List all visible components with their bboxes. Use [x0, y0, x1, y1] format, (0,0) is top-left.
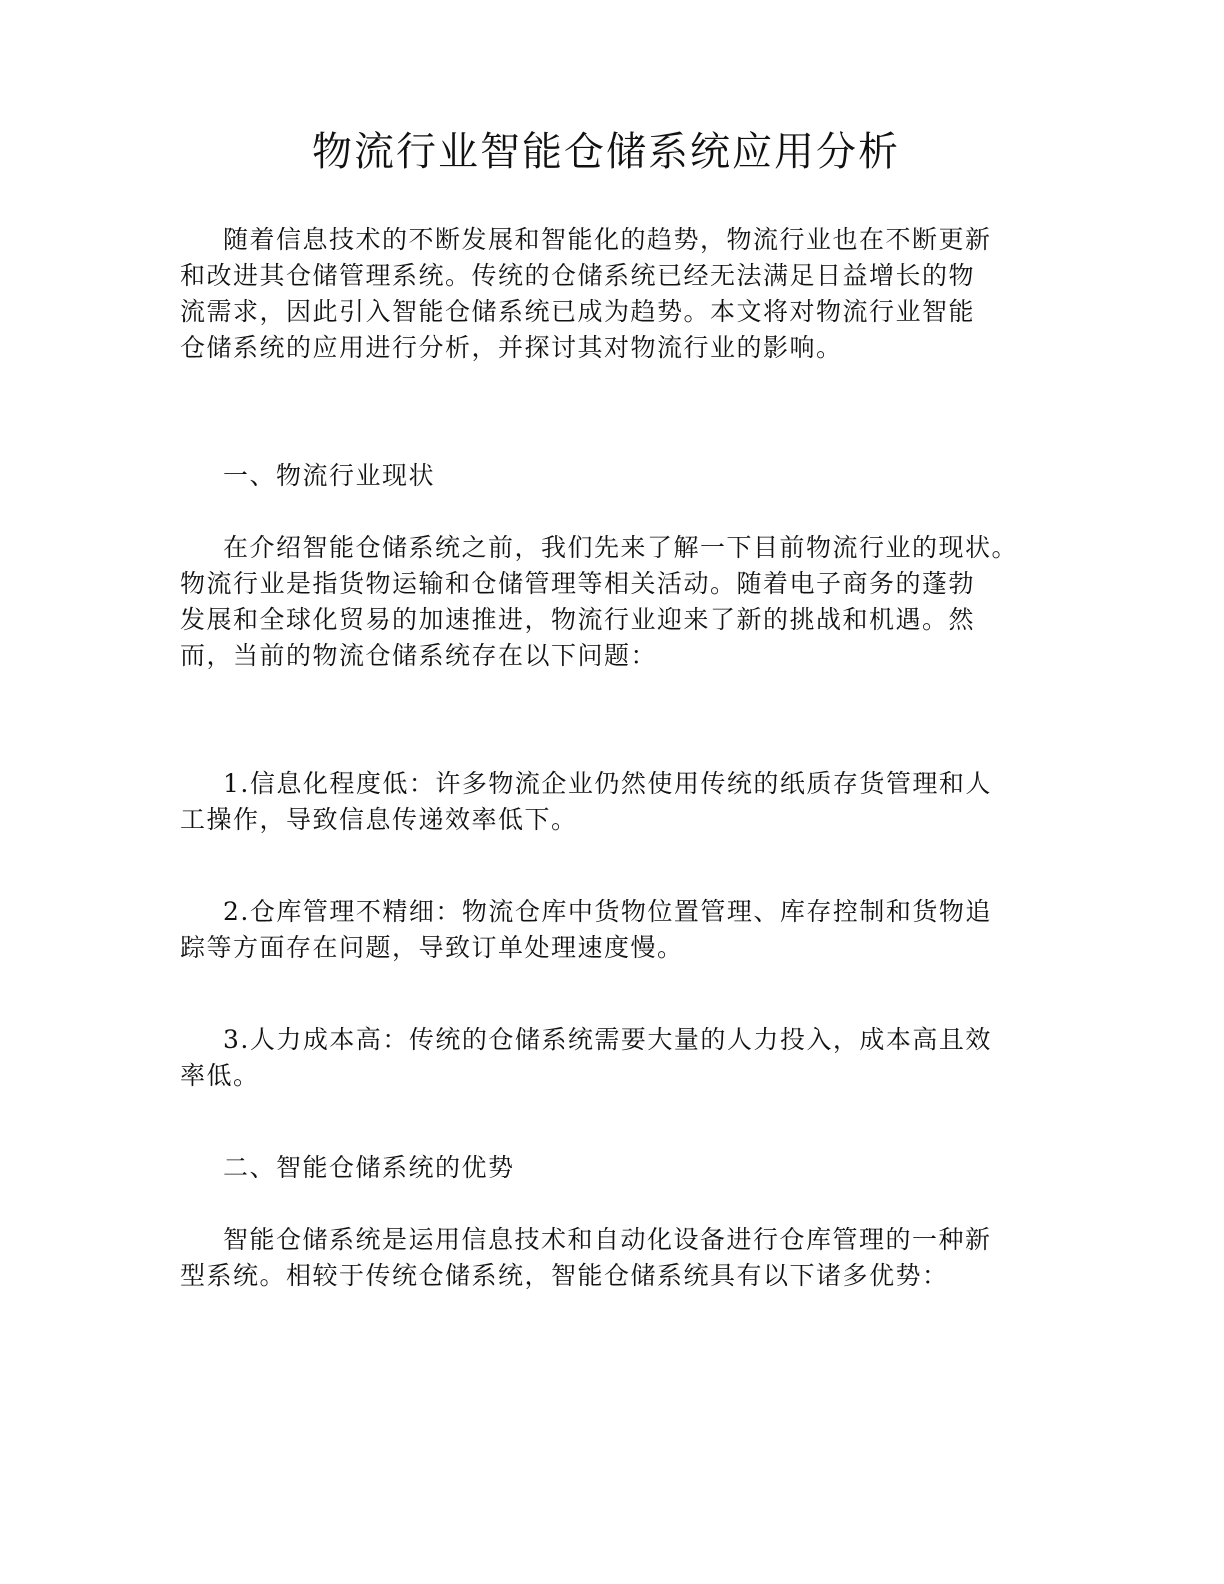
paragraph-line: 3.人力成本高：传统的仓储系统需要大量的人力投入，成本高且效	[223, 1025, 992, 1054]
industry-status-paragraph	[180, 530, 1018, 674]
list-item-3	[180, 1022, 992, 1094]
paragraph-line: 率低。	[180, 1061, 260, 1090]
paragraph-line: 仓储系统的应用进行分析，并探讨其对物流行业的影响。	[180, 333, 843, 362]
paragraph-line: 2.仓库管理不精细：物流仓库中货物位置管理、库存控制和货物追	[223, 897, 992, 926]
list-item-1	[180, 766, 992, 838]
section-heading-text: 二、智能仓储系统的优势	[223, 1153, 515, 1182]
paragraph-line: 物流行业是指货物运输和仓储管理等相关活动。随着电子商务的蓬勃	[180, 569, 976, 598]
intro-paragraph	[180, 222, 992, 366]
document-title: 物流行业智能仓储系统应用分析	[312, 129, 900, 175]
paragraph-line: 智能仓储系统是运用信息技术和自动化设备进行仓库管理的一种新	[223, 1225, 992, 1254]
section-heading-text: 一、物流行业现状	[223, 461, 436, 490]
paragraph-line: 流需求，因此引入智能仓储系统已成为趋势。本文将对物流行业智能	[180, 297, 976, 326]
paragraph-line: 在介绍智能仓储系统之前，我们先来了解一下目前物流行业的现状。	[223, 533, 1019, 562]
paragraph-line: 和改进其仓储管理系统。传统的仓储系统已经无法满足日益增长的物	[180, 261, 976, 290]
paragraph-line: 随着信息技术的不断发展和智能化的趋势，物流行业也在不断更新	[223, 225, 992, 254]
paragraph-line: 踪等方面存在问题，导致订单处理速度慢。	[180, 933, 684, 962]
paragraph-line: 工操作，导致信息传递效率低下。	[180, 805, 578, 834]
paragraph-line: 1.信息化程度低：许多物流企业仍然使用传统的纸质存货管理和人	[223, 769, 992, 798]
section-heading-2	[180, 1150, 515, 1186]
section-heading-1	[180, 458, 435, 494]
paragraph-line: 而，当前的物流仓储系统存在以下问题：	[180, 641, 658, 670]
list-item-2	[180, 894, 992, 966]
paragraph-line: 型系统。相较于传统仓储系统，智能仓储系统具有以下诸多优势：	[180, 1261, 949, 1290]
paragraph-line: 发展和全球化贸易的加速推进，物流行业迎来了新的挑战和机遇。然	[180, 605, 976, 634]
advantages-paragraph	[180, 1222, 992, 1294]
